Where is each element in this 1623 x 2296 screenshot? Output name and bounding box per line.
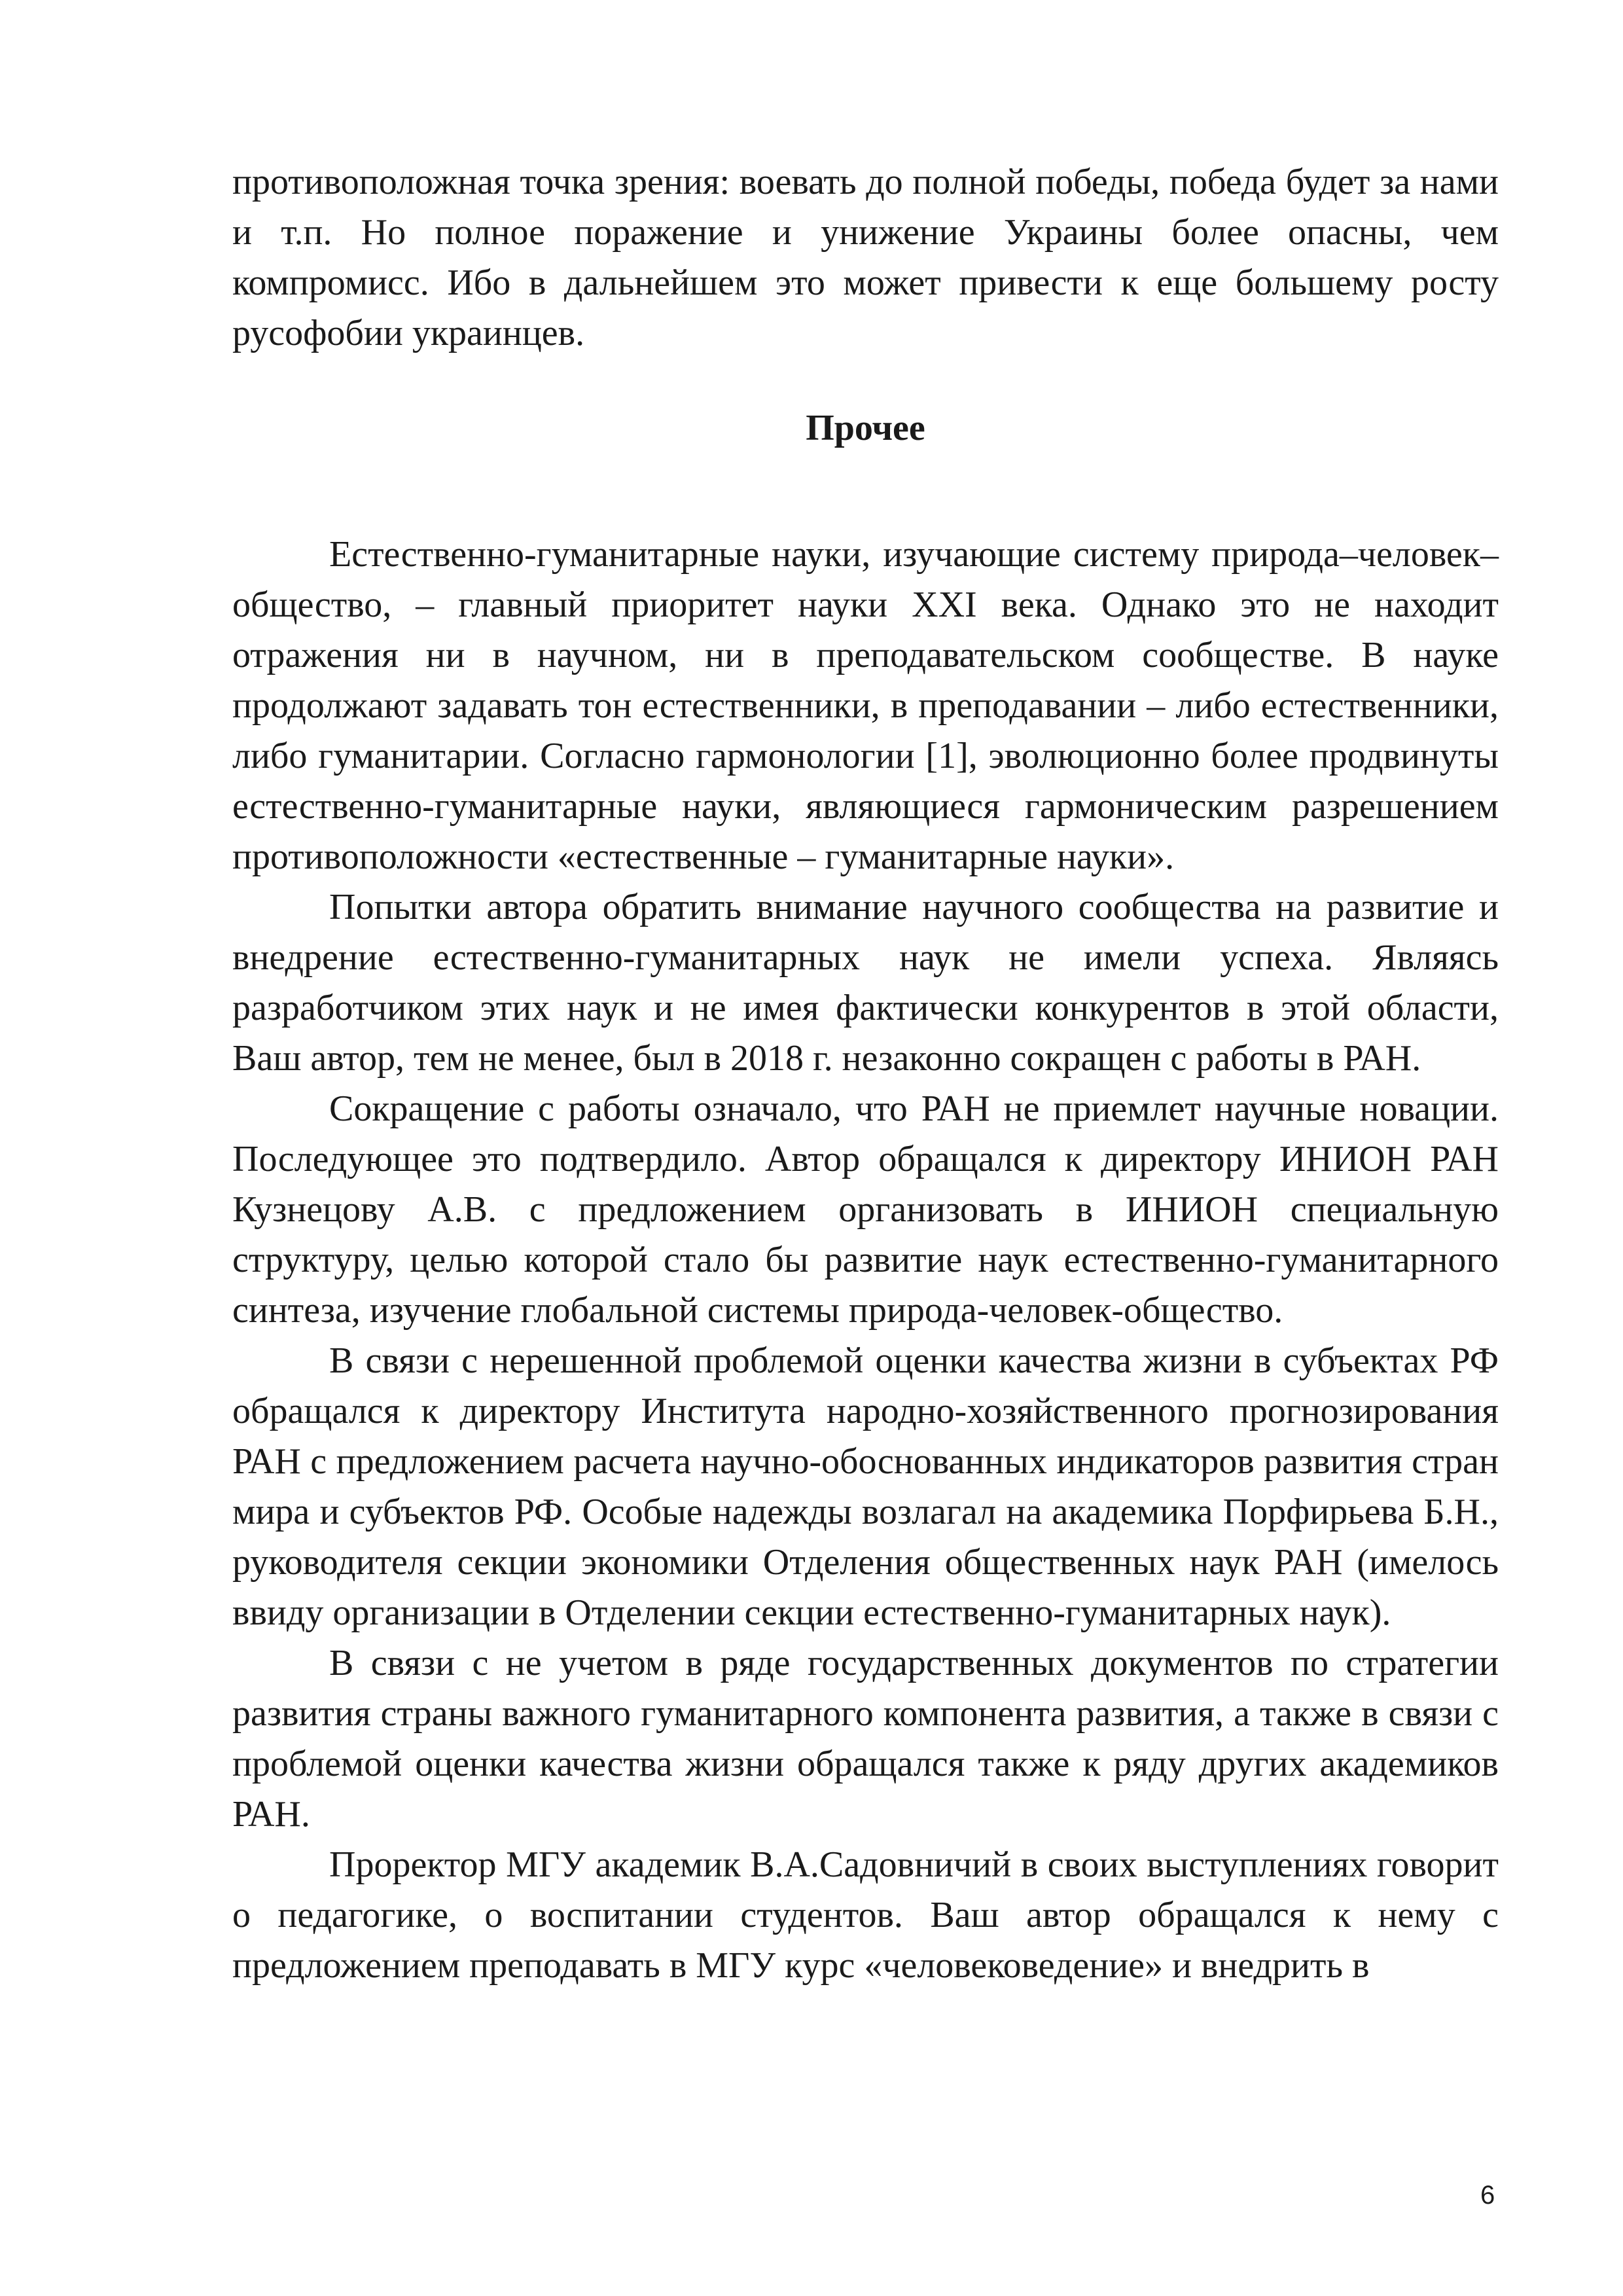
paragraph: Сокращение с работы означало, что РАН не приемлет научные новации. Последующее это подтвердило. Автор обращался к директору ИНИОН РАН Кузнецову А.В. с предложением организовать в ИНИОН специальную структуру, целью которой стало бы развитие наук естественно-гуманитарного синтеза, изучение глобальной системы природа-человек-общество. xyxy=(232,1088,1499,1331)
document-body xyxy=(232,157,1499,1991)
paragraph-continuation: противоположная точка зрения: воевать до полной победы, победа будет за нами и т.п. Но полное поражение и унижение Украины более опасны, чем компромисс. Ибо в дальнейшем это может привести к еще большему росту русофобии украинцев. xyxy=(232,162,1499,353)
section-heading: Прочее xyxy=(806,408,925,448)
paragraph: Естественно-гуманитарные науки, изучающие систему природа–человек–общество, – главный приоритет науки XXI века. Однако это не находит отражения ни в научном, ни в преподавательском сообществе. В науке продолжают задавать тон естественники, в преподавании – либо естественники, либо гуманитарии. Согласно гармонологии [1], эволюционно более продвинуты естественно-гуманитарные науки, являющиеся гармоническим разрешением противоположности «естественные – гуманитарные науки». xyxy=(232,534,1499,877)
paragraph: Проректор МГУ академик В.А.Садовничий в своих выступлениях говорит о педагогике, о воспитании студентов. Ваш автор обращался к нему с предложением преподавать в МГУ курс «человековедение» и внедрить в xyxy=(232,1844,1499,1986)
paragraph: В связи с нерешенной проблемой оценки качества жизни в субъектах РФ обращался к директору Института народно-хозяйственного прогнозирования РАН с предложением расчета научно-обоснованных индикаторов развития стран мира и субъектов РФ. Особые надежды возлагал на академика Порфирьева Б.Н., руководителя секции экономики Отделения общественных наук РАН (имелось ввиду организации в Отделении секции естественно-гуманитарных наук). xyxy=(232,1340,1499,1633)
paragraph: В связи с не учетом в ряде государственных документов по стратегии развития страны важного гуманитарного компонента развития, а также в связи с проблемой оценки качества жизни обращался также к ряду других академиков РАН. xyxy=(232,1643,1499,1835)
paragraph: Попытки автора обратить внимание научного сообщества на развитие и внедрение естественно-гуманитарных наук не имели успеха. Являясь разработчиком этих наук и не имея фактически конкурентов в этой области, Ваш автор, тем не менее, был в 2018 г. незаконно сокращен с работы в РАН. xyxy=(232,887,1499,1079)
page-number: 6 xyxy=(1480,2181,1495,2210)
